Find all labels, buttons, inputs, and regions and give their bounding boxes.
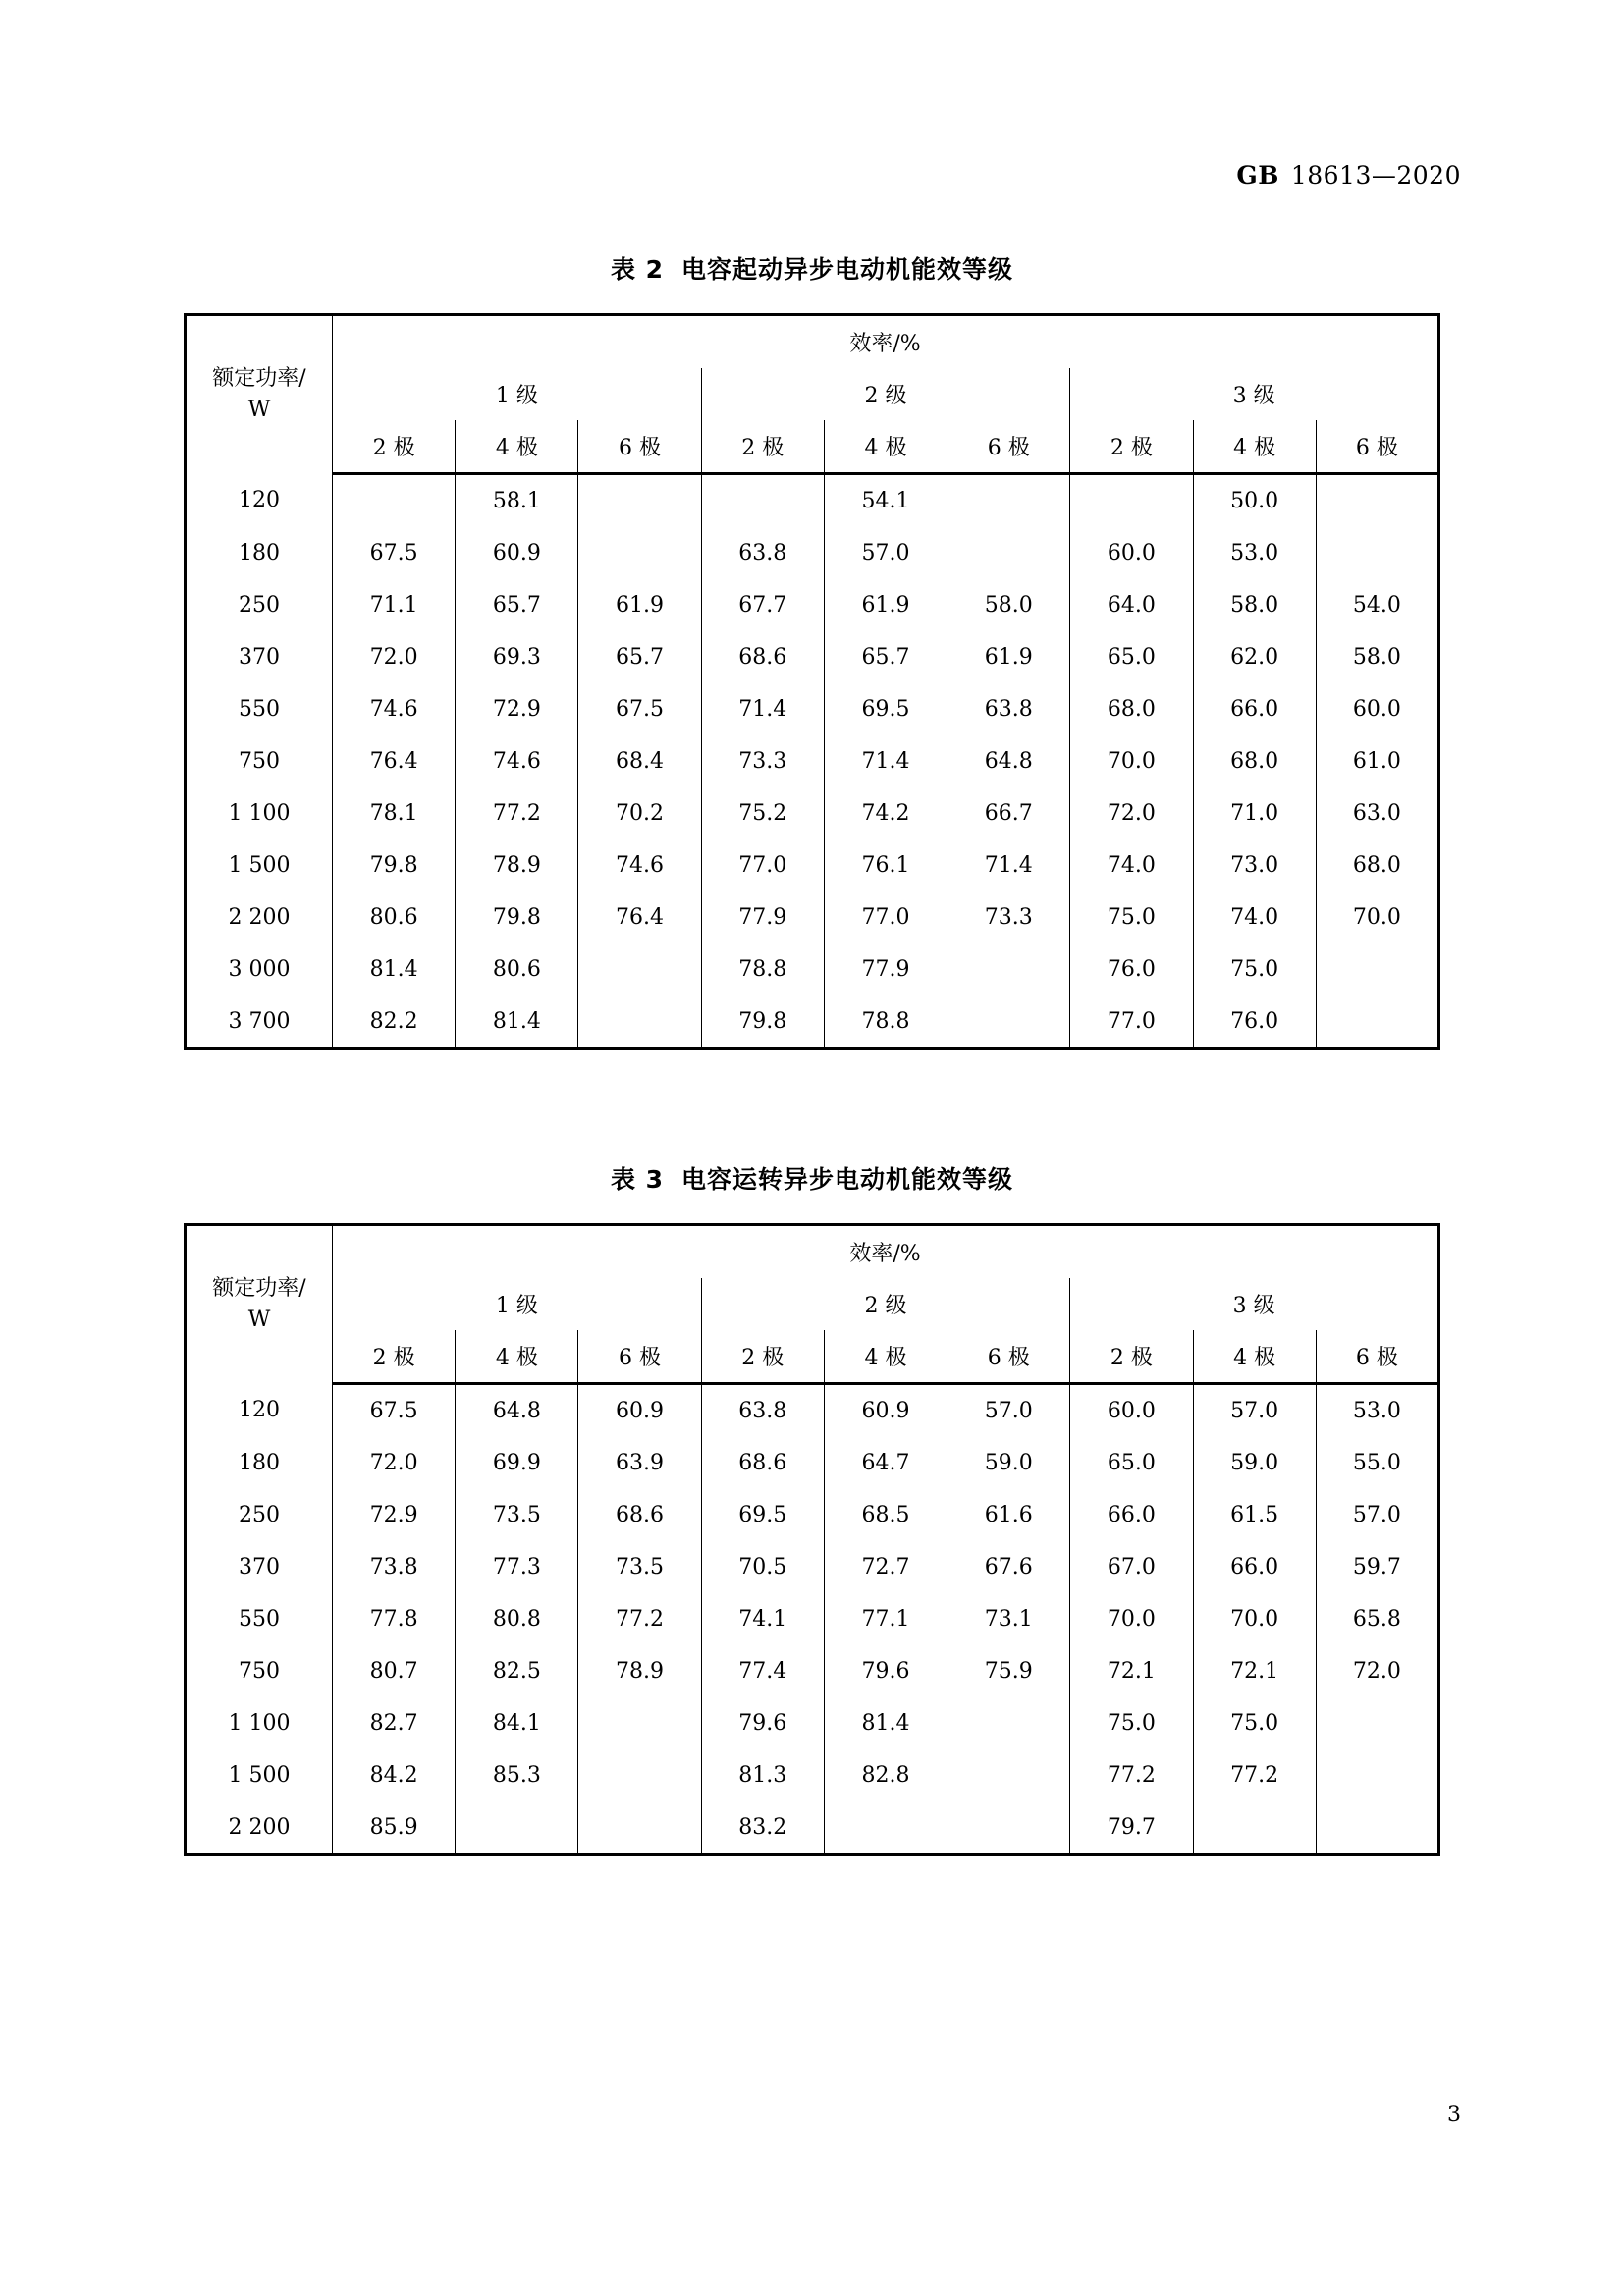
cell-efficiency: 83.2 bbox=[701, 1801, 824, 1855]
cell-efficiency: 65.8 bbox=[1316, 1593, 1438, 1645]
cell-efficiency: 81.4 bbox=[824, 1697, 947, 1749]
cell-efficiency bbox=[456, 1801, 578, 1855]
cell-efficiency: 68.5 bbox=[824, 1489, 947, 1541]
cell-efficiency: 81.3 bbox=[701, 1749, 824, 1801]
cell-efficiency bbox=[1070, 474, 1193, 528]
table-3-g3-pole-2-header: 2 极 bbox=[1070, 1330, 1193, 1384]
rated-power-label-line1: 额定功率/ bbox=[212, 366, 306, 392]
cell-efficiency: 84.1 bbox=[456, 1697, 578, 1749]
cell-efficiency: 75.0 bbox=[1193, 1697, 1316, 1749]
cell-efficiency: 77.0 bbox=[824, 891, 947, 943]
table-row bbox=[186, 631, 1439, 683]
cell-efficiency: 63.8 bbox=[701, 1384, 824, 1438]
cell-efficiency bbox=[947, 1749, 1070, 1801]
cell-efficiency: 64.8 bbox=[456, 1384, 578, 1438]
cell-efficiency: 79.6 bbox=[824, 1645, 947, 1697]
rated-power-label-line2: W bbox=[247, 1308, 271, 1333]
cell-efficiency: 79.8 bbox=[456, 891, 578, 943]
table-2-caption bbox=[184, 250, 1440, 286]
table-2-g3-pole-6-header: 6 极 bbox=[1316, 420, 1438, 474]
cell-efficiency: 74.0 bbox=[1070, 839, 1193, 891]
table-2-g1-pole-2-header: 2 极 bbox=[333, 420, 456, 474]
table-3-g1-pole-2-header: 2 极 bbox=[333, 1330, 456, 1384]
cell-rated-power: 3 000 bbox=[186, 943, 333, 995]
cell-rated-power: 370 bbox=[186, 631, 333, 683]
cell-efficiency: 65.7 bbox=[578, 631, 701, 683]
table-3-head bbox=[186, 1225, 1439, 1384]
cell-efficiency: 74.1 bbox=[701, 1593, 824, 1645]
cell-efficiency: 77.9 bbox=[824, 943, 947, 995]
cell-efficiency: 70.2 bbox=[578, 787, 701, 839]
cell-rated-power: 1 500 bbox=[186, 1749, 333, 1801]
cell-efficiency: 69.9 bbox=[456, 1437, 578, 1489]
cell-efficiency: 66.0 bbox=[1193, 683, 1316, 735]
cell-efficiency: 68.0 bbox=[1316, 839, 1438, 891]
cell-rated-power: 180 bbox=[186, 527, 333, 579]
table-row bbox=[186, 474, 1439, 528]
cell-efficiency: 72.9 bbox=[456, 683, 578, 735]
cell-efficiency: 69.5 bbox=[701, 1489, 824, 1541]
cell-efficiency: 73.5 bbox=[456, 1489, 578, 1541]
table-row bbox=[186, 839, 1439, 891]
cell-efficiency: 79.8 bbox=[333, 839, 456, 891]
cell-efficiency: 58.0 bbox=[1193, 579, 1316, 631]
table-2 bbox=[184, 313, 1440, 1050]
table-3-caption bbox=[184, 1160, 1440, 1196]
table-3-body bbox=[186, 1384, 1439, 1855]
cell-efficiency: 75.0 bbox=[1070, 891, 1193, 943]
cell-efficiency bbox=[578, 1801, 701, 1855]
cell-efficiency: 73.8 bbox=[333, 1541, 456, 1593]
cell-efficiency bbox=[1316, 943, 1438, 995]
cell-efficiency: 82.8 bbox=[824, 1749, 947, 1801]
cell-rated-power: 550 bbox=[186, 683, 333, 735]
cell-efficiency: 57.0 bbox=[1193, 1384, 1316, 1438]
cell-efficiency: 77.2 bbox=[1070, 1749, 1193, 1801]
cell-efficiency: 68.6 bbox=[578, 1489, 701, 1541]
cell-efficiency: 78.8 bbox=[701, 943, 824, 995]
cell-efficiency: 76.0 bbox=[1070, 943, 1193, 995]
table-2-grade-2-header: 2 级 bbox=[701, 368, 1070, 420]
table-block-2 bbox=[184, 250, 1440, 1050]
cell-efficiency: 75.0 bbox=[1070, 1697, 1193, 1749]
cell-efficiency: 74.2 bbox=[824, 787, 947, 839]
cell-efficiency: 74.0 bbox=[1193, 891, 1316, 943]
cell-efficiency: 64.0 bbox=[1070, 579, 1193, 631]
table-row bbox=[186, 735, 1439, 787]
table-2-header-row-efficiency bbox=[186, 315, 1439, 369]
cell-efficiency: 67.7 bbox=[701, 579, 824, 631]
table-row bbox=[186, 1437, 1439, 1489]
cell-efficiency: 71.4 bbox=[824, 735, 947, 787]
cell-rated-power: 1 500 bbox=[186, 839, 333, 891]
cell-efficiency: 65.0 bbox=[1070, 631, 1193, 683]
cell-efficiency: 78.1 bbox=[333, 787, 456, 839]
cell-efficiency: 61.5 bbox=[1193, 1489, 1316, 1541]
cell-rated-power: 120 bbox=[186, 1384, 333, 1438]
table-3-rated-power-header bbox=[186, 1225, 333, 1384]
cell-efficiency: 60.9 bbox=[456, 527, 578, 579]
cell-efficiency: 70.0 bbox=[1193, 1593, 1316, 1645]
cell-efficiency: 72.7 bbox=[824, 1541, 947, 1593]
table-3-grade-1-header: 1 级 bbox=[333, 1278, 702, 1330]
cell-efficiency: 74.6 bbox=[578, 839, 701, 891]
cell-rated-power: 120 bbox=[186, 474, 333, 528]
cell-rated-power: 250 bbox=[186, 1489, 333, 1541]
cell-efficiency bbox=[1316, 474, 1438, 528]
cell-efficiency: 54.1 bbox=[824, 474, 947, 528]
cell-efficiency: 50.0 bbox=[1193, 474, 1316, 528]
cell-efficiency: 71.4 bbox=[947, 839, 1070, 891]
cell-efficiency: 57.0 bbox=[824, 527, 947, 579]
table-row bbox=[186, 891, 1439, 943]
table-3-g2-pole-2-header: 2 极 bbox=[701, 1330, 824, 1384]
cell-efficiency: 85.3 bbox=[456, 1749, 578, 1801]
cell-efficiency: 77.3 bbox=[456, 1541, 578, 1593]
cell-rated-power: 550 bbox=[186, 1593, 333, 1645]
cell-efficiency: 71.0 bbox=[1193, 787, 1316, 839]
cell-efficiency: 67.5 bbox=[333, 1384, 456, 1438]
table-row bbox=[186, 1541, 1439, 1593]
table-row bbox=[186, 1697, 1439, 1749]
cell-efficiency: 63.8 bbox=[947, 683, 1070, 735]
table-row bbox=[186, 1384, 1439, 1438]
cell-efficiency: 61.9 bbox=[578, 579, 701, 631]
table-row bbox=[186, 527, 1439, 579]
cell-efficiency bbox=[333, 474, 456, 528]
cell-efficiency: 74.6 bbox=[333, 683, 456, 735]
cell-efficiency: 73.5 bbox=[578, 1541, 701, 1593]
cell-rated-power: 750 bbox=[186, 1645, 333, 1697]
table-row bbox=[186, 1801, 1439, 1855]
cell-efficiency bbox=[578, 527, 701, 579]
table-2-rated-power-header bbox=[186, 315, 333, 474]
cell-efficiency: 59.0 bbox=[947, 1437, 1070, 1489]
cell-efficiency: 63.9 bbox=[578, 1437, 701, 1489]
cell-efficiency: 63.8 bbox=[701, 527, 824, 579]
cell-efficiency: 79.7 bbox=[1070, 1801, 1193, 1855]
cell-efficiency: 76.1 bbox=[824, 839, 947, 891]
cell-efficiency: 78.8 bbox=[824, 995, 947, 1049]
cell-efficiency: 67.6 bbox=[947, 1541, 1070, 1593]
table-3-header-row-grades bbox=[186, 1278, 1439, 1330]
cell-efficiency bbox=[1316, 527, 1438, 579]
cell-efficiency: 60.9 bbox=[578, 1384, 701, 1438]
cell-efficiency: 66.0 bbox=[1193, 1541, 1316, 1593]
cell-efficiency: 65.7 bbox=[824, 631, 947, 683]
cell-efficiency: 72.0 bbox=[333, 631, 456, 683]
rated-power-label-line2: W bbox=[247, 398, 271, 423]
cell-efficiency: 72.0 bbox=[333, 1437, 456, 1489]
cell-efficiency: 67.5 bbox=[578, 683, 701, 735]
cell-efficiency: 79.6 bbox=[701, 1697, 824, 1749]
cell-efficiency: 58.0 bbox=[947, 579, 1070, 631]
table-2-g1-pole-4-header: 4 极 bbox=[456, 420, 578, 474]
table-2-header-row-poles bbox=[186, 420, 1439, 474]
cell-efficiency bbox=[947, 1801, 1070, 1855]
cell-efficiency: 70.0 bbox=[1070, 1593, 1193, 1645]
cell-efficiency: 60.0 bbox=[1070, 527, 1193, 579]
cell-efficiency: 54.0 bbox=[1316, 579, 1438, 631]
cell-efficiency: 55.0 bbox=[1316, 1437, 1438, 1489]
cell-efficiency: 77.4 bbox=[701, 1645, 824, 1697]
cell-efficiency bbox=[578, 1697, 701, 1749]
cell-efficiency bbox=[947, 474, 1070, 528]
cell-efficiency: 57.0 bbox=[1316, 1489, 1438, 1541]
table-2-grade-3-header: 3 级 bbox=[1070, 368, 1439, 420]
cell-efficiency: 61.0 bbox=[1316, 735, 1438, 787]
cell-efficiency bbox=[1316, 1697, 1438, 1749]
cell-efficiency: 76.4 bbox=[578, 891, 701, 943]
cell-efficiency bbox=[1316, 1749, 1438, 1801]
cell-rated-power: 2 200 bbox=[186, 1801, 333, 1855]
cell-efficiency: 61.9 bbox=[947, 631, 1070, 683]
table-3-header-row-poles bbox=[186, 1330, 1439, 1384]
cell-efficiency bbox=[947, 943, 1070, 995]
cell-efficiency: 58.0 bbox=[1316, 631, 1438, 683]
table-2-g3-pole-4-header: 4 极 bbox=[1193, 420, 1316, 474]
cell-efficiency bbox=[578, 474, 701, 528]
cell-efficiency: 78.9 bbox=[578, 1645, 701, 1697]
cell-efficiency: 53.0 bbox=[1316, 1384, 1438, 1438]
table-3 bbox=[184, 1223, 1440, 1856]
cell-efficiency: 80.6 bbox=[456, 943, 578, 995]
page-number: 3 bbox=[1447, 2103, 1461, 2127]
cell-efficiency: 73.0 bbox=[1193, 839, 1316, 891]
cell-efficiency: 60.0 bbox=[1316, 683, 1438, 735]
table-3-caption-label: 表 3 bbox=[610, 1165, 665, 1194]
cell-efficiency: 72.1 bbox=[1070, 1645, 1193, 1697]
table-row bbox=[186, 579, 1439, 631]
cell-efficiency bbox=[947, 995, 1070, 1049]
cell-efficiency: 68.4 bbox=[578, 735, 701, 787]
cell-efficiency: 59.7 bbox=[1316, 1541, 1438, 1593]
rated-power-label-line1: 额定功率/ bbox=[212, 1276, 306, 1302]
cell-efficiency: 80.7 bbox=[333, 1645, 456, 1697]
table-2-g2-pole-6-header: 6 极 bbox=[947, 420, 1070, 474]
table-2-grade-1-header: 1 级 bbox=[333, 368, 702, 420]
table-3-header-row-efficiency bbox=[186, 1225, 1439, 1279]
cell-efficiency: 76.4 bbox=[333, 735, 456, 787]
table-block-3 bbox=[184, 1160, 1440, 1856]
cell-efficiency: 61.9 bbox=[824, 579, 947, 631]
cell-rated-power: 750 bbox=[186, 735, 333, 787]
cell-rated-power: 3 700 bbox=[186, 995, 333, 1049]
cell-efficiency: 82.7 bbox=[333, 1697, 456, 1749]
standard-number: 18613—2020 bbox=[1290, 161, 1461, 189]
cell-rated-power: 180 bbox=[186, 1437, 333, 1489]
cell-efficiency: 70.0 bbox=[1316, 891, 1438, 943]
cell-efficiency bbox=[701, 474, 824, 528]
cell-efficiency: 68.0 bbox=[1070, 683, 1193, 735]
cell-efficiency: 69.3 bbox=[456, 631, 578, 683]
cell-rated-power: 250 bbox=[186, 579, 333, 631]
cell-efficiency: 67.0 bbox=[1070, 1541, 1193, 1593]
cell-rated-power: 2 200 bbox=[186, 891, 333, 943]
cell-efficiency: 77.2 bbox=[1193, 1749, 1316, 1801]
cell-efficiency: 75.2 bbox=[701, 787, 824, 839]
cell-efficiency: 64.8 bbox=[947, 735, 1070, 787]
cell-efficiency: 68.6 bbox=[701, 1437, 824, 1489]
table-2-g2-pole-2-header: 2 极 bbox=[701, 420, 824, 474]
table-row bbox=[186, 1645, 1439, 1697]
cell-rated-power: 370 bbox=[186, 1541, 333, 1593]
cell-efficiency: 78.9 bbox=[456, 839, 578, 891]
cell-efficiency: 53.0 bbox=[1193, 527, 1316, 579]
cell-efficiency: 76.0 bbox=[1193, 995, 1316, 1049]
cell-efficiency: 72.1 bbox=[1193, 1645, 1316, 1697]
table-2-efficiency-header: 效率/% bbox=[333, 315, 1439, 369]
cell-efficiency: 71.1 bbox=[333, 579, 456, 631]
cell-efficiency: 64.7 bbox=[824, 1437, 947, 1489]
table-2-g2-pole-4-header: 4 极 bbox=[824, 420, 947, 474]
table-2-g3-pole-2-header: 2 极 bbox=[1070, 420, 1193, 474]
cell-efficiency bbox=[578, 1749, 701, 1801]
cell-efficiency: 63.0 bbox=[1316, 787, 1438, 839]
cell-efficiency: 77.0 bbox=[701, 839, 824, 891]
cell-efficiency: 85.9 bbox=[333, 1801, 456, 1855]
cell-efficiency bbox=[947, 527, 1070, 579]
cell-efficiency: 68.6 bbox=[701, 631, 824, 683]
cell-efficiency: 70.5 bbox=[701, 1541, 824, 1593]
cell-efficiency: 71.4 bbox=[701, 683, 824, 735]
cell-efficiency: 82.5 bbox=[456, 1645, 578, 1697]
cell-efficiency: 75.0 bbox=[1193, 943, 1316, 995]
cell-efficiency: 65.0 bbox=[1070, 1437, 1193, 1489]
table-row bbox=[186, 1489, 1439, 1541]
cell-efficiency: 68.0 bbox=[1193, 735, 1316, 787]
table-3-efficiency-header: 效率/% bbox=[333, 1225, 1439, 1279]
table-row bbox=[186, 787, 1439, 839]
cell-efficiency: 73.3 bbox=[701, 735, 824, 787]
table-row bbox=[186, 1593, 1439, 1645]
table-3-g3-pole-4-header: 4 极 bbox=[1193, 1330, 1316, 1384]
cell-efficiency: 74.6 bbox=[456, 735, 578, 787]
table-row bbox=[186, 1749, 1439, 1801]
cell-efficiency: 59.0 bbox=[1193, 1437, 1316, 1489]
cell-efficiency: 81.4 bbox=[333, 943, 456, 995]
cell-efficiency bbox=[578, 943, 701, 995]
cell-rated-power: 1 100 bbox=[186, 1697, 333, 1749]
cell-efficiency bbox=[824, 1801, 947, 1855]
cell-efficiency: 73.3 bbox=[947, 891, 1070, 943]
cell-efficiency: 66.0 bbox=[1070, 1489, 1193, 1541]
table-3-caption-title: 电容运转异步电动机能效等级 bbox=[681, 1165, 1014, 1194]
cell-efficiency: 77.2 bbox=[578, 1593, 701, 1645]
table-2-body bbox=[186, 474, 1439, 1049]
table-3-grade-2-header: 2 级 bbox=[701, 1278, 1070, 1330]
table-2-g1-pole-6-header: 6 极 bbox=[578, 420, 701, 474]
cell-efficiency: 66.7 bbox=[947, 787, 1070, 839]
cell-efficiency: 77.1 bbox=[824, 1593, 947, 1645]
cell-efficiency: 72.0 bbox=[1070, 787, 1193, 839]
table-3-g3-pole-6-header: 6 极 bbox=[1316, 1330, 1438, 1384]
cell-efficiency: 75.9 bbox=[947, 1645, 1070, 1697]
cell-efficiency: 77.0 bbox=[1070, 995, 1193, 1049]
cell-efficiency bbox=[1193, 1801, 1316, 1855]
table-3-grade-3-header: 3 级 bbox=[1070, 1278, 1439, 1330]
cell-efficiency: 77.2 bbox=[456, 787, 578, 839]
cell-efficiency: 69.5 bbox=[824, 683, 947, 735]
table-2-caption-title: 电容起动异步电动机能效等级 bbox=[681, 255, 1014, 284]
cell-efficiency: 82.2 bbox=[333, 995, 456, 1049]
cell-efficiency: 73.1 bbox=[947, 1593, 1070, 1645]
table-2-header-row-grades bbox=[186, 368, 1439, 420]
cell-efficiency: 80.8 bbox=[456, 1593, 578, 1645]
cell-efficiency: 70.0 bbox=[1070, 735, 1193, 787]
cell-efficiency: 58.1 bbox=[456, 474, 578, 528]
cell-efficiency: 61.6 bbox=[947, 1489, 1070, 1541]
cell-efficiency: 72.0 bbox=[1316, 1645, 1438, 1697]
cell-efficiency: 80.6 bbox=[333, 891, 456, 943]
table-row bbox=[186, 995, 1439, 1049]
table-2-caption-label: 表 2 bbox=[610, 255, 665, 284]
table-2-head bbox=[186, 315, 1439, 474]
standard-prefix: GB bbox=[1236, 161, 1279, 189]
cell-efficiency: 60.9 bbox=[824, 1384, 947, 1438]
cell-rated-power: 1 100 bbox=[186, 787, 333, 839]
cell-efficiency: 81.4 bbox=[456, 995, 578, 1049]
cell-efficiency bbox=[1316, 1801, 1438, 1855]
cell-efficiency bbox=[1316, 995, 1438, 1049]
cell-efficiency: 60.0 bbox=[1070, 1384, 1193, 1438]
cell-efficiency: 67.5 bbox=[333, 527, 456, 579]
cell-efficiency: 79.8 bbox=[701, 995, 824, 1049]
table-3-g1-pole-4-header: 4 极 bbox=[456, 1330, 578, 1384]
table-row bbox=[186, 683, 1439, 735]
cell-efficiency: 57.0 bbox=[947, 1384, 1070, 1438]
cell-efficiency bbox=[947, 1697, 1070, 1749]
cell-efficiency: 77.9 bbox=[701, 891, 824, 943]
table-row bbox=[186, 943, 1439, 995]
cell-efficiency: 84.2 bbox=[333, 1749, 456, 1801]
cell-efficiency: 62.0 bbox=[1193, 631, 1316, 683]
cell-efficiency: 65.7 bbox=[456, 579, 578, 631]
table-3-g2-pole-6-header: 6 极 bbox=[947, 1330, 1070, 1384]
cell-efficiency bbox=[578, 995, 701, 1049]
cell-efficiency: 77.8 bbox=[333, 1593, 456, 1645]
table-3-g2-pole-4-header: 4 极 bbox=[824, 1330, 947, 1384]
page-header bbox=[0, 161, 1461, 189]
cell-efficiency: 72.9 bbox=[333, 1489, 456, 1541]
table-3-g1-pole-6-header: 6 极 bbox=[578, 1330, 701, 1384]
